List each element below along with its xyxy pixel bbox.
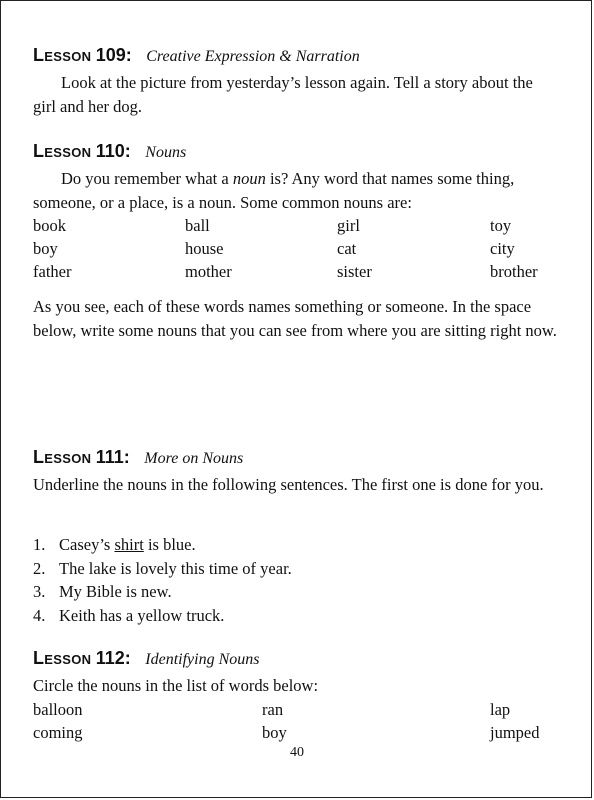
sentence-text: Casey’s — [59, 535, 115, 554]
list-item — [33, 580, 292, 604]
lesson-111-heading — [33, 447, 243, 468]
word-cell: coming — [33, 723, 83, 742]
word-cell: lap — [490, 700, 511, 719]
sentence-text: is blue. — [143, 535, 196, 554]
underlined-noun: shirt — [114, 535, 144, 554]
noun-cell: ball — [185, 216, 210, 235]
sentence-list — [33, 533, 292, 627]
item-number: 2. — [33, 558, 46, 578]
lesson-109-heading — [33, 45, 360, 66]
word-cell: boy — [262, 723, 287, 742]
lesson-110-intro-after: is? Any word that names some thing, someone, or a place, is a noun. Some common nouns are: — [33, 169, 515, 212]
noun-cell: father — [33, 262, 72, 281]
noun-cell: mother — [185, 262, 232, 281]
noun-cell: cat — [337, 239, 357, 258]
lesson-111-number: 111: — [95, 447, 130, 467]
sentence-text: The lake is lovely this time of year. — [59, 558, 292, 578]
item-number: 3. — [33, 582, 46, 601]
word-cell: balloon — [33, 700, 83, 719]
noun-cell: brother — [490, 262, 538, 281]
lesson-109-text: Look at the picture from yesterday’s lesson again. Tell a story about the girl and her dog. — [33, 73, 533, 116]
noun-cell: toy — [490, 216, 512, 235]
sentence-text: Keith has a yellow truck. — [59, 605, 225, 625]
noun-cell: boy — [33, 239, 58, 258]
word-cell: jumped — [490, 723, 540, 742]
list-item — [33, 557, 292, 581]
lesson-110-intro-italic: noun — [232, 169, 266, 188]
lesson-112-text: Circle the nouns in the list of words below: — [33, 676, 319, 695]
lesson-112-number: 112: — [95, 648, 131, 668]
lesson-111-word: Lesson — [33, 447, 92, 467]
lesson-110-number: 110: — [95, 141, 131, 161]
lesson-110-intro — [33, 167, 558, 215]
list-item — [33, 604, 292, 628]
lesson-110-word: Lesson — [33, 141, 92, 161]
lesson-110-heading — [33, 141, 186, 162]
noun-cell: girl — [337, 216, 360, 235]
lesson-109-word: Lesson — [33, 45, 92, 65]
noun-cell: sister — [337, 262, 372, 281]
lesson-110-intro-before: Do you remember what a — [61, 169, 233, 188]
lesson-112-subtitle: Identifying Nouns — [145, 651, 260, 668]
noun-cell: book — [33, 216, 66, 235]
sentence-text: My Bible is new. — [59, 582, 172, 601]
lesson-111-subtitle: More on Nouns — [144, 450, 244, 467]
list-item — [33, 533, 292, 557]
lesson-110-subtitle: Nouns — [145, 144, 187, 161]
lesson-112-heading — [33, 648, 259, 669]
noun-cell: house — [185, 239, 224, 258]
word-cell: ran — [262, 700, 284, 719]
noun-cell: city — [490, 239, 515, 258]
lesson-112-word: Lesson — [33, 648, 92, 668]
lesson-109-number: 109: — [95, 45, 132, 65]
item-number: 1. — [33, 535, 46, 554]
lesson-111-text: Underline the nouns in the following sentences. The first one is done for you. — [33, 475, 544, 494]
item-number: 4. — [33, 605, 46, 625]
lesson-110-text: As you see, each of these words names something or someone. In the space below, write some nouns that you can see from where you are sitting right now. — [33, 297, 557, 340]
page-number: 40 — [290, 745, 304, 760]
lesson-109-subtitle: Creative Expression & Narration — [146, 48, 360, 65]
